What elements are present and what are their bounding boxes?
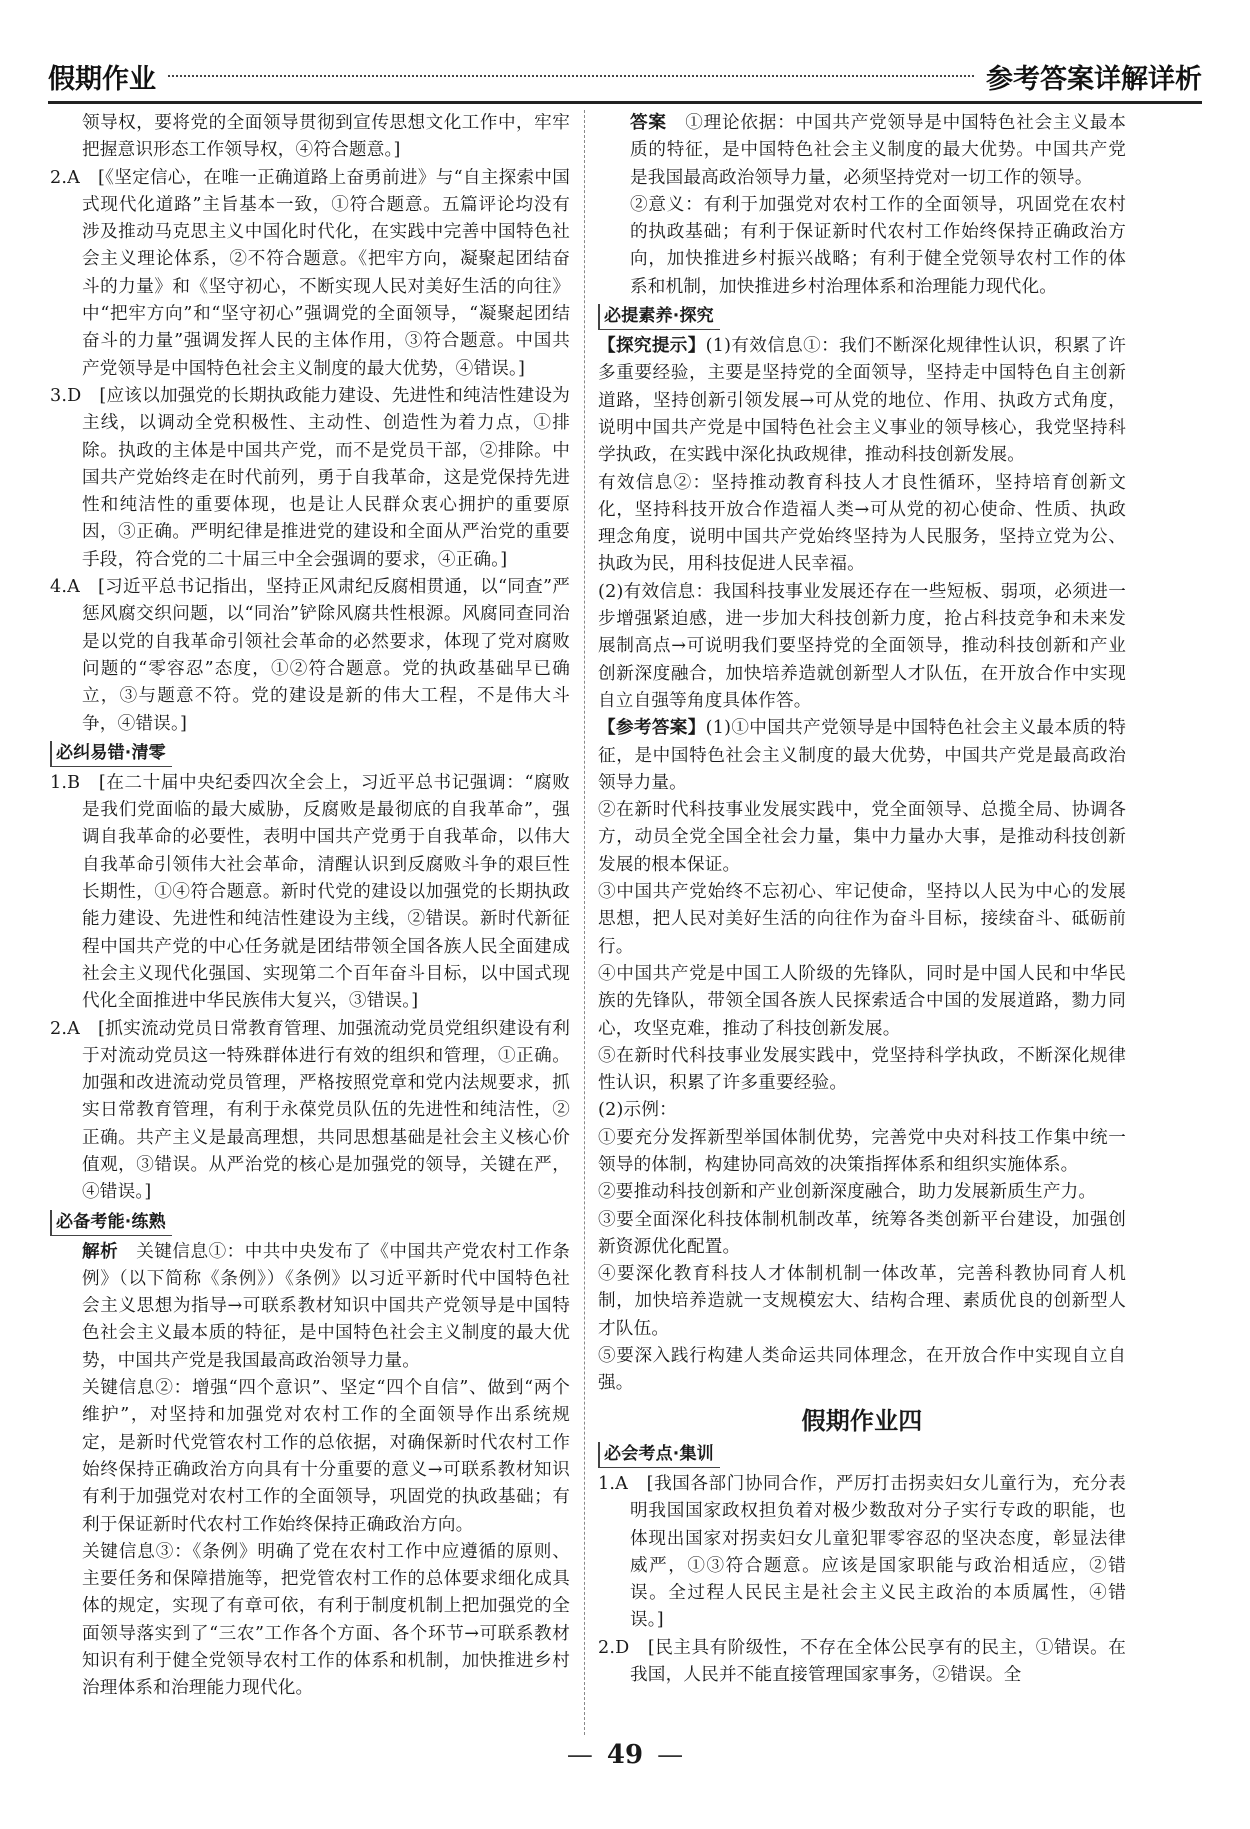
- reference-paragraph: ⑤要深入践行构建人类命运共同体理念，在开放合作中实现自立自强。: [598, 1346, 1126, 1394]
- reference-paragraph: ③要全面深化科技体制机制改革，统筹各类创新平台建设，加强创新资源优化配置。: [598, 1209, 1126, 1257]
- answer-item: 4.A [习近平总书记指出，坚持正风肃纪反腐相贯通，以“同查”严惩风腐交织问题，以“同治”铲除风腐共性根源。风腐同查同治是以党的自我革命引领社会革命的必然要求，体现了党对腐败问题的“零容忍”态度，①②符合题意。党的执政基础早已确立，③与题意不符。党的建设是新的伟大工程，不是伟大斗争，④错误。]: [50, 577, 570, 734]
- reference-tag: 【参考答案】: [598, 718, 706, 739]
- page-number-value: 49: [606, 1740, 644, 1770]
- answer-paragraph: [598, 110, 1126, 192]
- header-right-title: 参考答案详解详析: [986, 63, 1202, 95]
- header-left-title: 假期作业: [48, 63, 156, 95]
- answer-item: 1.A [我国各部门协同合作，严厉打击拐卖妇女儿童行为，充分表明我国国家政权担负着对极少数敌对分子实行专政的职能，也体现出国家对拐卖妇女儿童犯罪零容忍的坚决态度，彰显法律威严，①③符合题意。应该是国家职能与政治相适应，②错误。全过程人民民主是社会主义民主政治的本质属性，④错误。]: [598, 1473, 1126, 1631]
- analysis-text: 关键信息①：中共中央发布了《中国共产党农村工作条例》（以下简称《条例》）《条例》以习近平新时代中国特色社会主义思想为指导→可联系教材知识中国共产党领导是中国特色社会主义最本质的特征，是中国特色社会主义制度的最大优势，中国共产党是我国最高政治领导力量。: [82, 1241, 570, 1371]
- analysis-tag: 解析: [82, 1241, 119, 1262]
- column-divider: [584, 110, 585, 1735]
- answer-paragraph: ②意义：有利于加强党对农村工作的全面领导，巩固党在农村的执政基础；有利于保证新时代农村工作始终保持正确政治方向，加快推进乡村振兴战略；有利于健全党领导农村工作的体系和机制，加快推进乡村治理体系和治理能力现代化。: [630, 194, 1126, 297]
- section-title: 必备考能·练熟: [50, 1210, 172, 1236]
- reference-paragraph: ②要推动科技创新和产业创新深度融合，助力发展新质生产力。: [598, 1182, 1097, 1203]
- analysis-paragraph: [50, 1239, 570, 1375]
- section-title: 必纠易错·清零: [50, 741, 172, 767]
- answer-item: 2.A [抓实流动党员日常教育管理、加强流动党员党组织建设有利于对流动党员这一特殊群体进行有效的组织和管理，①正确。加强和改进流动党员管理，严格按照党章和党内法规要求，抓实日常教育管理，有利于永葆党员队伍的先进性和纯洁性，②正确。共产主义是最高理想，共同思想基础是社会主义核心价值观，③错误。从严治党的核心是加强党的领导，关键在严，④错误。]: [50, 1018, 570, 1203]
- hint-paragraph: (2)有效信息：我国科技事业发展还存在一些短板、弱项，必须进一步增强紧迫感，进一步加大科技创新力度，抢占科技竞争和未来发展制高点→可说明我们要坚持党的全面领导，推动科技创新和产业创新深度融合，加快培养造就创新型人才队伍，在开放合作中实现自立自强等角度具体作答。: [598, 581, 1126, 711]
- section-title: 必会考点·集训: [598, 1442, 720, 1468]
- header-dotted-line: [168, 75, 974, 77]
- reference-paragraph: ②在新时代科技事业发展实践中，党全面领导、总揽全局、协调各方，动员全党全国全社会力量，集中力量办大事，是推动科技创新发展的根本保证。: [598, 800, 1126, 875]
- answer-item: 2.A [《坚定信心，在唯一正确道路上奋勇前进》与“自主探索中国式现代化道路”主旨基本一致，①符合题意。五篇评论均没有涉及推动马克思主义中国化时代化，在实践中完善中国特色社会主义理论体系，②不符合题意。《把牢方向，凝聚起团结奋斗的力量》和《坚守初心，不断实现人民对美好生活的向往》中“把牢方向”和“坚守初心”强调党的全面领导，“凝聚起团结奋斗的力量”强调发挥人民的主体作用，③符合题意。中国共产党领导是中国特色社会主义制度的最大优势，④错误。]: [50, 167, 570, 379]
- answer-paragraph: 领导权，要将党的全面领导贯彻到宣传思想文化工作中，牢牢把握意识形态工作领导权，④符合题意。]: [82, 113, 570, 161]
- section-title: 必提素养·探究: [598, 304, 720, 330]
- right-column: [598, 110, 1126, 1689]
- header-rule: [48, 101, 1202, 104]
- reference-paragraph: ④要深化教育科技人才体制机制一体改革，完善科教协同育人机制，加快培养造就一支规模宏大、结构合理、素质优良的创新型人才队伍。: [598, 1264, 1126, 1339]
- analysis-paragraph: 关键信息③：《条例》明确了党在农村工作中应遵循的原则、主要任务和保障措施等，把党管农村工作的总体要求细化成具体的规定，实现了有章可依，有利于制度机制上把加强党的全面领导落实到了“三农”工作各个方面、各个环节→可联系教材知识有利于健全党领导农村工作的体系和机制，加快推进乡村治理体系和治理能力现代化。: [82, 1541, 570, 1699]
- hint-paragraph: 有效信息②：坚持推动教育科技人才良性循环，坚持培育创新文化，坚持科技开放合作造福人类→可从党的初心使命、性质、执政理念角度，说明中国共产党始终坚持为人民服务，坚持立党为公、执政为民，用科技促进人民幸福。: [598, 472, 1126, 575]
- reference-paragraph: (2)示例：: [598, 1100, 677, 1121]
- reference-paragraph: ③中国共产党始终不忘初心、牢记使命，坚持以人民为中心的发展思想，把人民对美好生活的向往作为奋斗目标，接续奋斗、砥砺前行。: [598, 882, 1126, 957]
- answer-item: 1.B [在二十届中央纪委四次全会上，习近平总书记强调：“腐败是我们党面临的最大威胁，反腐败是最彻底的自我革命”，强调自我革命的必要性，表明中国共产党勇于自我革命，以伟大自我革命引领伟大社会革命，清醒认识到反腐败斗争的艰巨性长期性，①④符合题意。新时代党的建设以加强党的长期执政能力建设、先进性和纯洁性建设为主线，②错误。新时代新征程中国共产党的中心任务就是团结带领全国各族人民全面建成社会主义现代化强国、实现第二个百年奋斗目标，以中国式现代化全面推进中华民族伟大复兴，③错误。]: [50, 772, 570, 1012]
- analysis-paragraph: 关键信息②：增强“四个意识”、坚定“四个自信”、做到“两个维护”，对坚持和加强党对农村工作的全面领导作出系统规定，是新时代党管农村工作的总依据，对确保新时代农村工作始终保持正确政治方向具有十分重要的意义→可联系教材知识有利于加强党对农村工作的全面领导，巩固党的执政基础；有利于保证新时代农村工作始终保持正确政治方向。: [82, 1378, 570, 1535]
- hint-paragraph: [598, 333, 1126, 469]
- reference-paragraph: ④中国共产党是中国工人阶级的先锋队，同时是中国人民和中华民族的先锋队，带领全国各族人民探索适合中国的发展道路，勠力同心，攻坚克难，推动了科技创新发展。: [598, 963, 1126, 1039]
- page-number: — 49 —: [566, 1740, 684, 1770]
- hint-tag: 【探究提示】: [598, 336, 706, 357]
- left-column: [50, 110, 570, 1703]
- chapter-title: 假期作业四: [801, 1406, 923, 1435]
- answer-item: 2.D [民主具有阶级性，不存在全体公民享有的民主，①错误。在我国，人民并不能直接管理国家事务，②错误。全: [598, 1637, 1126, 1686]
- reference-paragraph: ①要充分发挥新型举国体制优势，完善党中央对科技工作集中统一领导的体制，构建协同高效的决策指挥体系和组织实施体系。: [598, 1127, 1126, 1175]
- hint-text: (1)有效信息①：我们不断深化规律性认识，积累了许多重要经验，主要是坚持党的全面领导，坚持走中国特色自主创新道路，坚持创新引领发展→可从党的地位、作用、执政方式角度，说明中国共产党是中国特色社会主义事业的领导核心，我党坚持科学执政，在实践中深化执政规律，推动科技创新发展。: [598, 336, 1126, 466]
- reference-text: (1)①中国共产党领导是中国特色社会主义最本质的特征，是中国特色社会主义制度的最大优势，中国共产党是最高政治领导力量。: [598, 718, 1126, 793]
- reference-paragraph: [598, 715, 1126, 797]
- reference-paragraph: ⑤在新时代科技事业发展实践中，党坚持科学执政，不断深化规律性认识，积累了许多重要经验。: [598, 1045, 1126, 1094]
- answer-tag: 答案: [630, 113, 667, 133]
- answer-text: ①理论依据：中国共产党领导是中国特色社会主义最本质的特征，是中国特色社会主义制度的最大优势。中国共产党是我国最高政治领导力量，必须坚持党对一切工作的领导。: [630, 113, 1126, 188]
- page-header: [48, 52, 1202, 100]
- answer-item: 3.D [应该以加强党的长期执政能力建设、先进性和纯洁性建设为主线，以调动全党积极性、主动性、创造性为着力点，①排除。执政的主体是中国共产党，而不是党员干部，②排除。中国共产党始终走在时代前列，勇于自我革命，这是党保持先进性和纯洁性的重要体现，也是让人民群众衷心拥护的重要原因，③正确。严明纪律是推进党的建设和全面从严治党的重要手段，符合党的二十届三中全会强调的要求，④正确。]: [50, 385, 570, 570]
